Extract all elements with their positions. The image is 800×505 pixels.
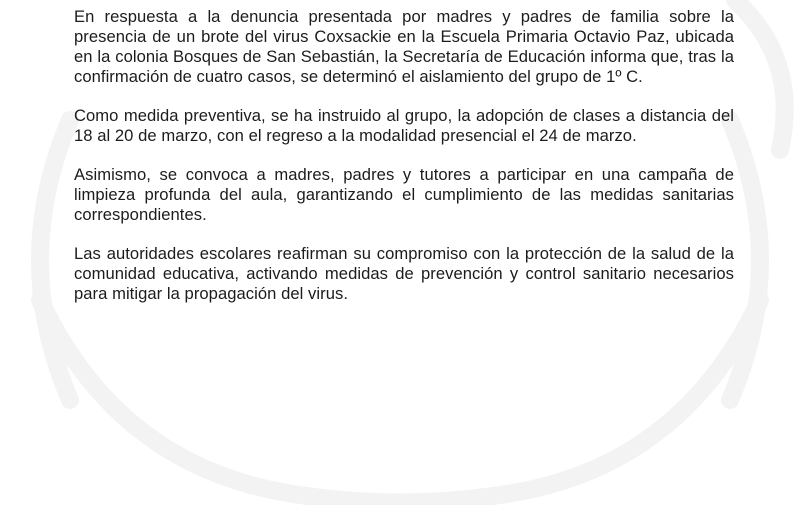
- watermark-right-lower-arc: [500, 300, 760, 495]
- paragraph-commitment: Las autoridades escolares reafirman su compromiso con la protección de la salud de la comunidad educativa, activando medidas de prevención y control sanitario necesarios para mitigar la propagación del virus.: [74, 244, 734, 303]
- watermark-right-arc: [730, 120, 760, 400]
- paragraph-preventive-measure: Como medida preventiva, se ha instruido al grupo, la adopción de clases a distancia del 18 al 20 de marzo, con el regreso a la modalidad presencial el 24 de marzo.: [74, 106, 734, 145]
- watermark-right-top-arc: [735, 0, 785, 150]
- paragraph-outbreak-report: En respuesta a la denuncia presentada por madres y padres de familia sobre la presencia de un brote del virus Coxsackie en la Escuela Primaria Octavio Paz, ubicada en la colonia Bosques de San Sebastián, la Secretaría de Educación informa que, tras la confirmación de cuatro casos, se determinó el aislamiento del grupo de 1º C.: [74, 7, 734, 86]
- document-body: [74, 7, 734, 323]
- watermark-center-arc: [300, 495, 500, 503]
- watermark-left-lower-arc: [40, 300, 300, 495]
- paragraph-cleaning-campaign: Asimismo, se convoca a madres, padres y tutores a participar en una campaña de limpieza profunda del aula, garantizando el cumplimiento de las medidas sanitarias correspondientes.: [74, 165, 734, 224]
- watermark-left-arc: [40, 120, 70, 400]
